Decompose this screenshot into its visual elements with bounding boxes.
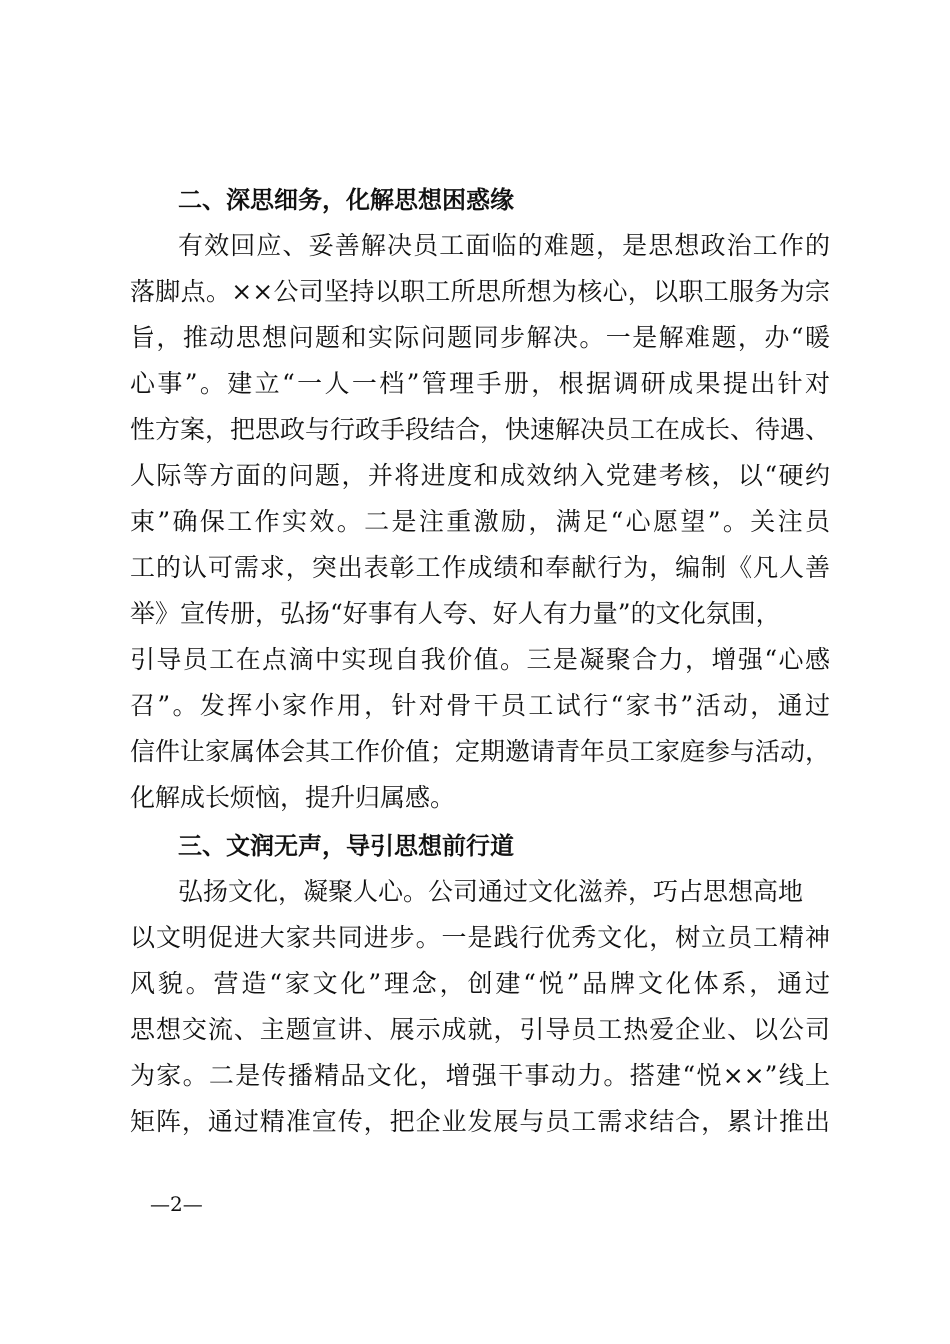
paragraph-line: 落脚点。××公司坚持以职工所思所想为核心，以职工服务为宗 xyxy=(130,277,830,306)
paragraph-line: 召”。发挥小家作用，针对骨干员工试行“家书”活动，通过 xyxy=(130,691,830,720)
paragraph-line: 举》宣传册，弘扬“好事有人夸、好人有力量”的文化氛围， xyxy=(130,599,781,628)
section-heading-2: 二、深思细务，化解思想困惑缘 xyxy=(178,186,514,214)
paragraph-line: 心事”。建立“一人一档”管理手册，根据调研成果提出针对 xyxy=(130,369,830,398)
section-heading-3: 三、文润无声，导引思想前行道 xyxy=(178,832,514,860)
paragraph-line: 性方案，把思政与行政手段结合，快速解决员工在成长、待遇、 xyxy=(130,415,831,444)
paragraph-line: 束”确保工作实效。二是注重激励，满足“心愿望”。关注员 xyxy=(130,507,830,536)
paragraph-line: 思想交流、主题宣讲、展示成就，引导员工热爱企业、以公司 xyxy=(130,1015,830,1044)
paragraph-line: 矩阵，通过精准宣传，把企业发展与员工需求结合，累计推出 xyxy=(130,1107,830,1136)
paragraph-line: 弘扬文化，凝聚人心。公司通过文化滋养，巧占思想高地 xyxy=(178,877,804,906)
page-number: —2— xyxy=(150,1192,203,1216)
paragraph-line: 以文明促进大家共同进步。一是践行优秀文化，树立员工精神 xyxy=(130,923,830,952)
paragraph-line: 有效回应、妥善解决员工面临的难题，是思想政治工作的 xyxy=(178,231,830,260)
paragraph-line: 风貌。营造“家文化”理念，创建“悦”品牌文化体系，通过 xyxy=(130,969,830,998)
paragraph-line: 旨，推动思想问题和实际问题同步解决。一是解难题，办“暖 xyxy=(130,323,830,352)
paragraph-line: 信件让家属体会其工作价值；定期邀请青年员工家庭参与活动， xyxy=(130,737,831,766)
paragraph-line: 为家。二是传播精品文化，增强干事动力。搭建“悦××”线上 xyxy=(130,1061,830,1090)
paragraph-line: 人际等方面的问题，并将进度和成效纳入党建考核，以“硬约 xyxy=(130,461,830,490)
paragraph-line: 工的认可需求，突出表彰工作成绩和奉献行为，编制《凡人善 xyxy=(130,553,830,582)
paragraph-line: 引导员工在点滴中实现自我价值。三是凝聚合力，增强“心感 xyxy=(130,645,830,674)
paragraph-line: 化解成长烦恼，提升归属感。 xyxy=(130,783,456,812)
